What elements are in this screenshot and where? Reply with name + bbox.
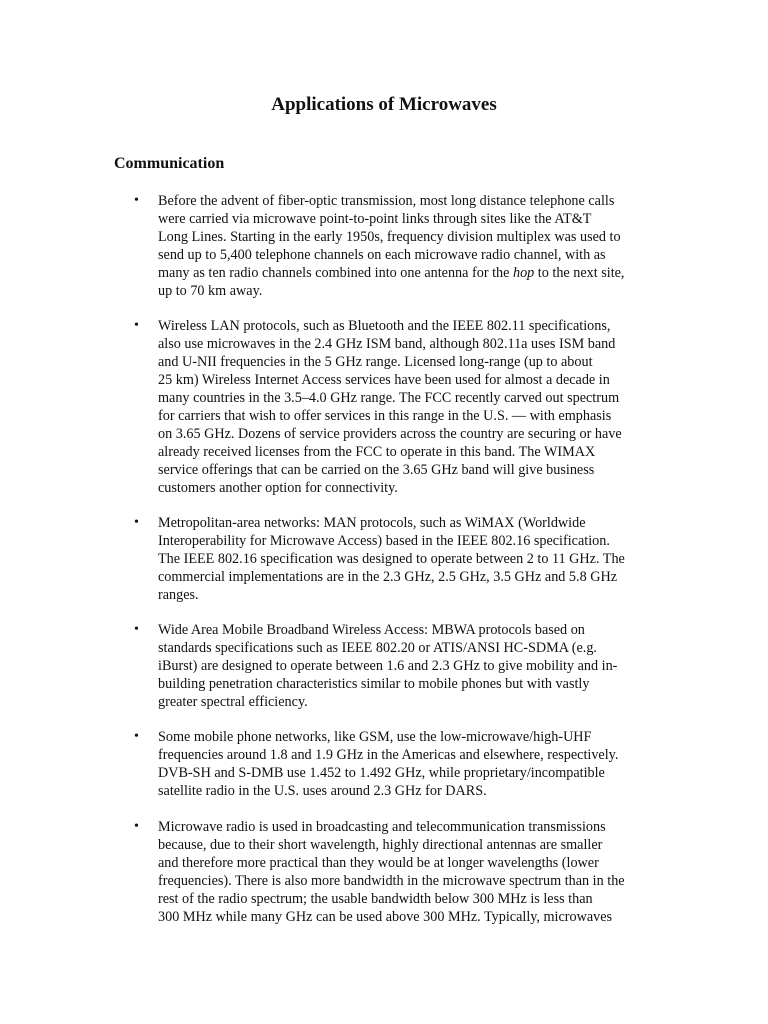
text-segment: to the next site, — [534, 265, 625, 281]
text-line: ranges. — [158, 587, 199, 603]
text-line: up to 70 km away. — [158, 283, 263, 299]
text-line: Before the advent of fiber-optic transmission, most long distance telephone calls — [158, 193, 615, 209]
text-line: and U-NII frequencies in the 5 GHz range. Licensed long-range (up to about — [158, 354, 593, 370]
text-line: rest of the radio spectrum; the usable bandwidth below 300 MHz is less than — [158, 891, 593, 907]
text-line: satellite radio in the U.S. uses around 2.3 GHz for DARS. — [158, 783, 487, 799]
text-line: DVB-SH and S-DMB use 1.452 to 1.492 GHz, while proprietary/incompatible — [158, 765, 605, 781]
text-line: frequencies). There is also more bandwidth in the microwave spectrum than in the — [158, 873, 625, 889]
bullet-text — [158, 728, 658, 800]
text-line: also use microwaves in the 2.4 GHz ISM band, although 802.11a uses ISM band — [158, 336, 616, 352]
text-line: were carried via microwave point-to-point links through sites like the AT&T — [158, 211, 592, 227]
text-line: service offerings that can be carried on the 3.65 GHz band will give business — [158, 462, 595, 478]
text-line: already received licenses from the FCC to operate in this band. The WIMAX — [158, 444, 596, 460]
bullet-marker: • — [134, 622, 139, 637]
text-line: on 3.65 GHz. Dozens of service providers across the country are securing or have — [158, 426, 622, 442]
text-line: Wide Area Mobile Broadband Wireless Access: MBWA protocols based on — [158, 622, 585, 638]
document-title: Applications of Microwaves — [271, 94, 497, 115]
text-line: customers another option for connectivity. — [158, 480, 398, 496]
bullet-marker: • — [134, 193, 139, 208]
text-line: 300 MHz while many GHz can be used above 300 MHz. Typically, microwaves — [158, 909, 613, 925]
bullet-text — [158, 514, 658, 604]
bullet-marker: • — [134, 318, 139, 333]
text-line: many countries in the 3.5–4.0 GHz range. The FCC recently carved out spectrum — [158, 390, 620, 406]
bullet-text — [158, 317, 658, 497]
text-line: standards specifications such as IEEE 802.20 or ATIS/ANSI HC-SDMA (e.g. — [158, 640, 597, 656]
text-line: because, due to their short wavelength, highly directional antennas are smaller — [158, 837, 603, 853]
bullet-marker: • — [134, 819, 139, 834]
bullet-marker: • — [134, 729, 139, 744]
text-line: building penetration characteristics similar to mobile phones but with vastly — [158, 676, 590, 692]
text-line: for carriers that wish to offer services in this range in the U.S. — with emphasis — [158, 408, 612, 424]
text-line: Some mobile phone networks, like GSM, use the low-microwave/high-UHF — [158, 729, 592, 745]
bullet-text — [158, 818, 658, 926]
text-line: Microwave radio is used in broadcasting and telecommunication transmissions — [158, 819, 606, 835]
text-segment: many as ten radio channels combined into one antenna for the — [158, 265, 510, 281]
bullet-text — [158, 192, 658, 300]
text-line: Long Lines. Starting in the early 1950s, frequency division multiplex was used to — [158, 229, 621, 245]
text-line: iBurst) are designed to operate between 1.6 and 2.3 GHz to give mobility and in- — [158, 658, 618, 674]
bullet-text — [158, 621, 658, 711]
text-line: 25 km) Wireless Internet Access services have been used for almost a decade in — [158, 372, 610, 388]
text-line: greater spectral efficiency. — [158, 694, 308, 710]
text-line: commercial implementations are in the 2.3 GHz, 2.5 GHz, 3.5 GHz and 5.8 GHz — [158, 569, 617, 585]
text-line: Interoperability for Microwave Access) based in the IEEE 802.16 specification. — [158, 533, 610, 549]
italic-word: hop — [512, 265, 535, 281]
text-line: and therefore more practical than they would be at longer wavelengths (lower — [158, 855, 599, 871]
text-line: frequencies around 1.8 and 1.9 GHz in the Americas and elsewhere, respectively. — [158, 747, 619, 763]
section-heading-communication: Communication — [114, 155, 225, 172]
text-line: Metropolitan-area networks: MAN protocols, such as WiMAX (Worldwide — [158, 515, 586, 531]
text-line — [158, 264, 658, 282]
text-line: Wireless LAN protocols, such as Bluetooth and the IEEE 802.11 specifications, — [158, 318, 611, 334]
text-line: send up to 5,400 telephone channels on each microwave radio channel, with as — [158, 247, 606, 263]
bullet-marker: • — [134, 515, 139, 530]
text-line: The IEEE 802.16 specification was designed to operate between 2 to 11 GHz. The — [158, 551, 625, 567]
